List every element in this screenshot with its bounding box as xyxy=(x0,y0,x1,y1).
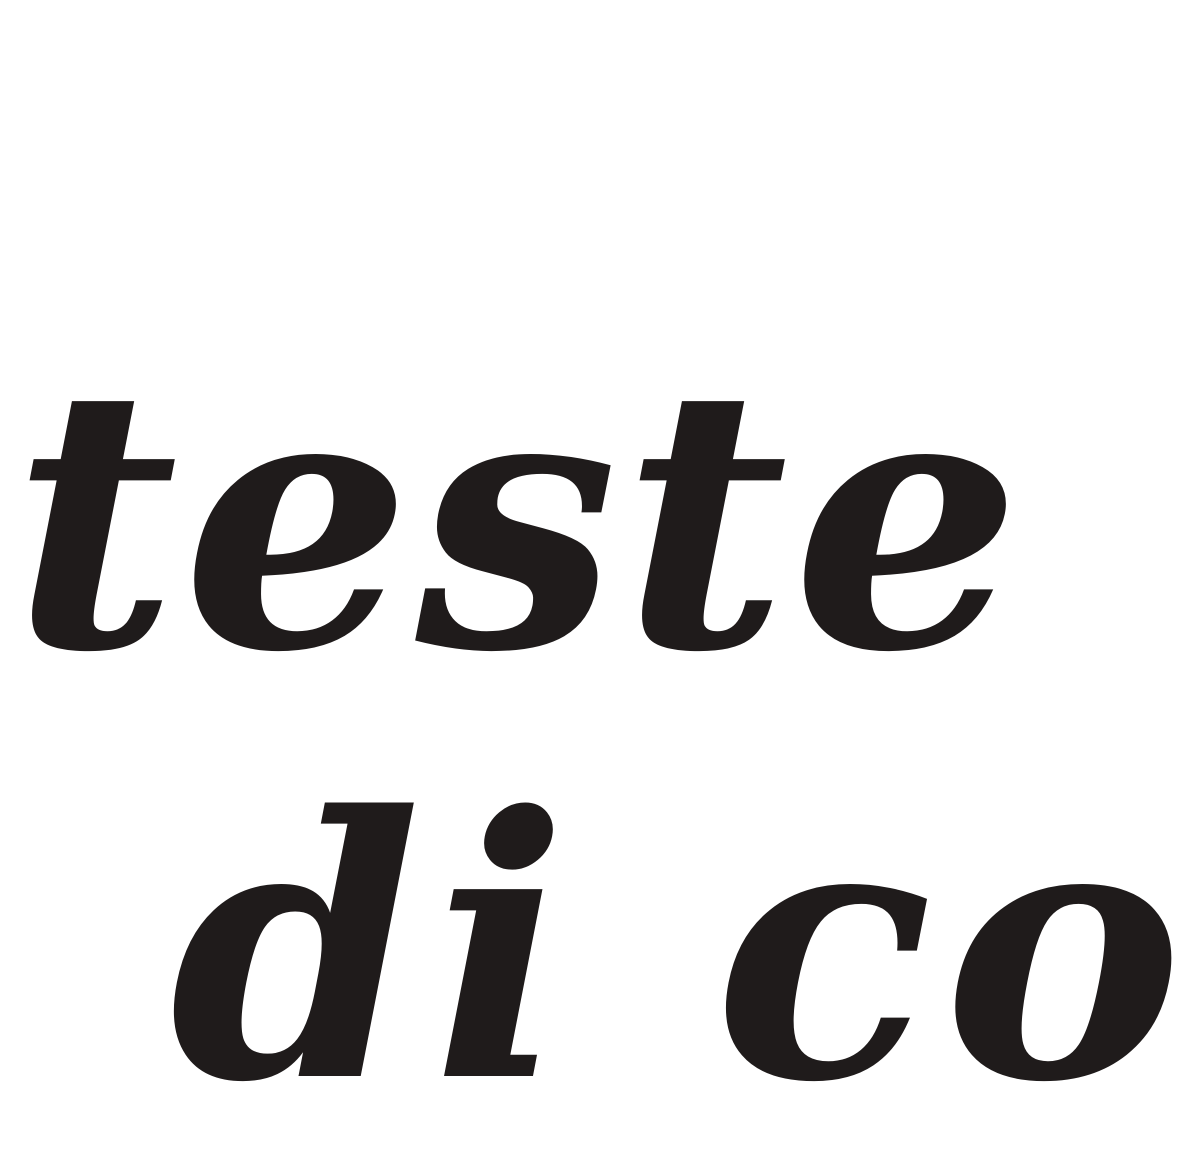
text-line-2: di co xyxy=(170,738,1193,1161)
text-line-1: teste xyxy=(12,308,1026,731)
